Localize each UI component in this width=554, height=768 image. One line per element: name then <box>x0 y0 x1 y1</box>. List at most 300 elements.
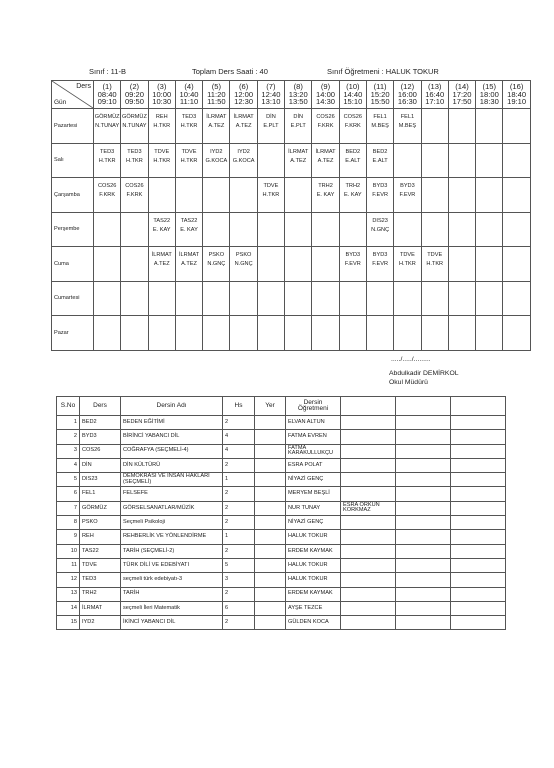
period-start: 11:20 <box>207 89 226 99</box>
day-name: Cuma <box>52 247 94 282</box>
lesson-entry <box>176 109 202 131</box>
timetable-cell <box>366 109 393 144</box>
timetable-cell <box>148 178 175 213</box>
timetable-cell <box>148 143 175 178</box>
period-number: (14) <box>455 82 469 92</box>
lesson-code: TDVE <box>399 252 415 258</box>
timetable-cell <box>394 281 421 316</box>
timetable-cell <box>257 109 284 144</box>
lesson-code: IYD2 <box>237 148 250 155</box>
period-end: 10:30 <box>152 97 172 107</box>
lesson-code: TDVE <box>181 148 197 155</box>
lesson-hours: 4 <box>223 444 255 458</box>
empty-cell <box>396 587 451 601</box>
teacher-abbrev: H.TKR <box>98 157 116 164</box>
lesson-code: BYD3 <box>372 252 388 258</box>
teacher-abbrev: N.TUNAY <box>95 123 120 129</box>
timetable-cell <box>394 247 421 282</box>
lesson-entry <box>203 247 229 269</box>
lesson-teacher: NİYAZİ GENÇ <box>286 473 341 487</box>
timetable-cell <box>203 247 230 282</box>
day-row <box>52 247 531 282</box>
lesson-code: BED2 <box>345 148 361 155</box>
header-empty <box>451 397 506 416</box>
lesson-entry <box>121 178 147 200</box>
lesson-teacher: HALUK TOKUR <box>286 573 341 587</box>
row-number: 4 <box>57 458 80 472</box>
lesson-entry <box>258 109 284 131</box>
teacher-abbrev: E. KAY <box>180 226 198 233</box>
row-number: 11 <box>57 558 80 572</box>
row-number: 1 <box>57 416 80 430</box>
empty-cell <box>451 544 506 558</box>
corner-label-gun: Gün <box>54 98 67 106</box>
lesson-name: TARİH (SEÇMELİ-2) <box>121 544 223 558</box>
period-start: 09:20 <box>124 89 144 99</box>
timetable-cell <box>366 143 393 178</box>
period-number: (12) <box>400 82 415 92</box>
lesson-teacher-2 <box>341 616 396 630</box>
period-end: 15:10 <box>343 97 363 107</box>
lesson-code: TDVE <box>154 148 170 155</box>
lesson-entry <box>312 109 338 131</box>
teacher-abbrev: A.TEZ <box>235 123 252 129</box>
lesson-hours: 2 <box>223 587 255 601</box>
empty-cell <box>451 601 506 615</box>
row-number: 8 <box>57 516 80 530</box>
lesson-teacher-2 <box>341 444 396 458</box>
lesson-code: TRH2 <box>80 587 121 601</box>
teacher-abbrev: E.ALT <box>345 157 361 164</box>
lesson-code: TED3 <box>181 114 197 120</box>
day-name: Çarşamba <box>52 178 94 213</box>
lesson-code: İLRMAT <box>80 601 121 615</box>
timetable-cell <box>175 178 202 213</box>
lesson-code: DIS23 <box>372 217 388 224</box>
lesson-code: PSKO <box>235 252 252 258</box>
lesson-name: Seçmeli Psikoloji <box>121 516 223 530</box>
lesson-code: PSKO <box>80 516 121 530</box>
lesson-entry <box>367 144 393 166</box>
empty-cell <box>451 587 506 601</box>
empty-cell <box>451 558 506 572</box>
timetable-cell <box>421 212 448 247</box>
row-number: 3 <box>57 444 80 458</box>
lesson-code: TED3 <box>80 573 121 587</box>
teacher-abbrev: N.TUNAY <box>122 123 147 129</box>
lesson-code: FEL1 <box>373 114 387 120</box>
lesson-entry <box>340 247 366 269</box>
timetable-cell <box>503 281 530 316</box>
lesson-teacher: NİYAZİ GENÇ <box>286 516 341 530</box>
timetable-cell <box>421 247 448 282</box>
period-header <box>394 81 421 109</box>
lesson-code: BED2 <box>80 416 121 430</box>
lesson-code: İLRMAT <box>233 114 254 120</box>
empty-cell <box>396 573 451 587</box>
principal-name: Abdulkadir DEMİRKOL <box>389 370 459 377</box>
timetable-cell <box>448 247 475 282</box>
timetable-cell <box>230 247 257 282</box>
period-end: 11:50 <box>207 97 226 107</box>
period-start: 17:20 <box>452 89 472 99</box>
teacher-abbrev: H.TKR <box>262 192 280 198</box>
teacher-abbrev: A.TEZ <box>208 123 225 129</box>
lesson-code: FEL1 <box>80 487 121 501</box>
timetable-cell <box>394 143 421 178</box>
lesson-room <box>255 516 286 530</box>
row-number: 13 <box>57 587 80 601</box>
timetable-cell <box>366 281 393 316</box>
lesson-entry <box>94 144 120 166</box>
timetable-cell <box>121 316 148 351</box>
lesson-teacher-2 <box>341 587 396 601</box>
period-number: (6) <box>238 82 249 92</box>
timetable-cell <box>285 178 312 213</box>
timetable-cell <box>339 316 366 351</box>
empty-cell <box>396 516 451 530</box>
lesson-hours: 2 <box>223 616 255 630</box>
lesson-name: DİN KÜLTÜRÜ <box>121 458 223 472</box>
lesson-room <box>255 501 286 515</box>
period-header <box>312 81 339 109</box>
timetable-cell <box>230 178 257 213</box>
lesson-teacher: HALUK TOKUR <box>286 558 341 572</box>
lesson-hours: 2 <box>223 458 255 472</box>
lesson-code: COS26 <box>343 114 362 120</box>
lesson-code: İLRMAT <box>206 114 227 120</box>
timetable-cell <box>285 281 312 316</box>
empty-cell <box>396 473 451 487</box>
lesson-code: COS26 <box>316 114 335 120</box>
lesson-entry <box>394 109 420 131</box>
timetable-cell <box>285 212 312 247</box>
teacher-abbrev: F.KRK <box>344 123 361 129</box>
lesson-teacher: NUR TUNAY <box>286 501 341 515</box>
lesson-hours: 1 <box>223 530 255 544</box>
header-teacher: Dersin Öğretmeni <box>286 397 341 416</box>
lesson-room <box>255 416 286 430</box>
header-name: Dersin Adı <box>121 397 223 416</box>
period-header <box>285 81 312 109</box>
lesson-teacher: FATMA EVREN <box>286 430 341 444</box>
empty-cell <box>396 430 451 444</box>
teacher-abbrev: H.TKR <box>426 261 444 267</box>
period-start: 14:00 <box>316 89 336 99</box>
lesson-hours: 5 <box>223 558 255 572</box>
lesson-entry <box>203 144 229 166</box>
header-empty <box>341 397 396 416</box>
timetable-cell <box>230 281 257 316</box>
total-hours-label: Toplam Ders Saati : 40 <box>192 67 268 76</box>
header-hours: Hs <box>223 397 255 416</box>
lesson-code: İLRMAT <box>288 148 309 155</box>
timetable-cell <box>94 109 121 144</box>
timetable-cell <box>121 247 148 282</box>
lesson-entry <box>312 178 338 200</box>
timetable-cell <box>94 143 121 178</box>
period-header <box>121 81 148 109</box>
lesson-code: TDVE <box>427 252 443 258</box>
timetable-cell <box>285 247 312 282</box>
row-number: 10 <box>57 544 80 558</box>
lesson-room <box>255 444 286 458</box>
period-header <box>230 81 257 109</box>
timetable-cell <box>175 143 202 178</box>
lesson-code: TDVE <box>80 558 121 572</box>
teacher-abbrev: H.TKR <box>180 123 198 129</box>
lesson-entry <box>176 144 202 166</box>
lesson-teacher-2 <box>341 558 396 572</box>
teacher-abbrev: E. KAY <box>344 192 362 198</box>
lesson-hours: 2 <box>223 544 255 558</box>
lesson-name: İKİNCİ YABANCI DİL <box>121 616 223 630</box>
timetable-cell <box>230 143 257 178</box>
empty-cell <box>396 501 451 515</box>
timetable-cell <box>148 316 175 351</box>
lesson-teacher: HALUK TOKUR <box>286 530 341 544</box>
period-end: 17:10 <box>425 97 445 107</box>
lesson-entry <box>230 144 256 166</box>
empty-cell <box>396 558 451 572</box>
period-header <box>448 81 475 109</box>
period-header <box>421 81 448 109</box>
timetable-cell <box>257 178 284 213</box>
teacher-abbrev: F.KRK <box>99 192 116 198</box>
lesson-hours: 2 <box>223 487 255 501</box>
empty-cell <box>451 416 506 430</box>
lesson-code: BYD3 <box>400 183 415 189</box>
lesson-code: BYD3 <box>345 252 361 258</box>
header-room: Yer <box>255 397 286 416</box>
timetable-cell <box>312 281 339 316</box>
period-header <box>339 81 366 109</box>
lesson-code: BYD3 <box>80 430 121 444</box>
timetable-cell <box>312 316 339 351</box>
header-empty <box>396 397 451 416</box>
period-start: 12:40 <box>261 89 281 99</box>
timetable-cell <box>257 281 284 316</box>
lesson-name: seçmeli türk edebiyatı-3 <box>121 573 223 587</box>
timetable-cell <box>366 178 393 213</box>
period-start: 12:00 <box>234 89 254 99</box>
timetable-cell <box>476 143 503 178</box>
timetable-cell <box>148 281 175 316</box>
lesson-entry <box>258 178 284 200</box>
timetable-cell <box>257 212 284 247</box>
period-header <box>175 81 202 109</box>
empty-cell <box>451 573 506 587</box>
lesson-entry <box>367 213 393 235</box>
timetable-cell <box>175 247 202 282</box>
period-number: (8) <box>293 82 303 92</box>
lesson-entry <box>285 144 311 166</box>
day-row <box>52 212 531 247</box>
lesson-entry <box>121 144 147 166</box>
row-number: 5 <box>57 473 80 487</box>
timetable-cell <box>394 109 421 144</box>
day-row <box>52 143 531 178</box>
timetable-cell <box>203 212 230 247</box>
timetable-cell <box>312 109 339 144</box>
table-row <box>57 558 506 572</box>
lesson-entry <box>285 109 311 131</box>
lesson-teacher: MERYEM BEŞLİ <box>286 487 341 501</box>
table-row <box>57 530 506 544</box>
table-row <box>57 544 506 558</box>
teacher-abbrev: A.TEZ <box>181 261 197 267</box>
empty-cell <box>396 616 451 630</box>
period-header <box>366 81 393 109</box>
lesson-teacher-2 <box>341 458 396 472</box>
lesson-hours: 3 <box>223 573 255 587</box>
period-number: (13) <box>427 82 442 92</box>
lesson-name: BİRİNCİ YABANCI DİL <box>121 430 223 444</box>
empty-cell <box>451 516 506 530</box>
empty-cell <box>451 530 506 544</box>
signature-date: ...../...../......... <box>391 356 431 363</box>
empty-cell <box>396 530 451 544</box>
lesson-entry <box>340 144 366 166</box>
timetable-cell <box>339 247 366 282</box>
teacher-abbrev: G.KOCA <box>232 157 255 164</box>
lesson-hours: 2 <box>223 516 255 530</box>
day-name: Salı <box>52 143 94 178</box>
day-name: Pazar <box>52 316 94 351</box>
empty-cell <box>451 487 506 501</box>
period-end: 09:10 <box>97 97 117 107</box>
lesson-code: DİN <box>266 114 276 120</box>
teacher-abbrev: E.PLT <box>263 123 279 129</box>
table-row <box>57 587 506 601</box>
lesson-code: TED3 <box>99 148 115 155</box>
timetable-cell <box>94 316 121 351</box>
timetable-cell <box>121 143 148 178</box>
lesson-teacher: ERDEM KAYMAK <box>286 587 341 601</box>
teacher-abbrev: A.TEZ <box>290 157 307 164</box>
teacher-abbrev: N.GNÇ <box>371 226 390 233</box>
lesson-entry <box>312 144 338 166</box>
lesson-code: TAS22 <box>80 544 121 558</box>
period-start: 10:00 <box>152 89 172 99</box>
table-row <box>57 487 506 501</box>
row-number: 15 <box>57 616 80 630</box>
teacher-abbrev: F.EVR <box>372 192 389 198</box>
teacher-abbrev: H.TKR <box>399 261 416 267</box>
timetable-cell <box>448 143 475 178</box>
timetable-cell <box>421 143 448 178</box>
day-name: Pazartesi <box>52 109 94 144</box>
timetable-cell <box>503 316 530 351</box>
day-name: Cumartesi <box>52 281 94 316</box>
timetable-cell <box>230 212 257 247</box>
class-label: Sınıf : 11-B <box>89 67 126 76</box>
lesson-teacher-2 <box>341 516 396 530</box>
lesson-code: FEL1 <box>400 114 415 120</box>
timetable-cell <box>448 212 475 247</box>
lesson-room <box>255 487 286 501</box>
lesson-code: REH <box>80 530 121 544</box>
period-number: (2) <box>129 82 140 92</box>
timetable-cell <box>94 178 121 213</box>
lesson-entry <box>121 109 147 131</box>
period-end: 13:50 <box>288 97 308 107</box>
lesson-hours: 6 <box>223 601 255 615</box>
timetable-cell <box>503 143 530 178</box>
class-teacher-label: Sınıf Öğretmeni : HALUK TOKUR <box>327 67 439 76</box>
period-end: 12:30 <box>234 97 254 107</box>
timetable-cell <box>476 109 503 144</box>
timetable-cell <box>448 109 475 144</box>
lesson-teacher-2 <box>341 544 396 558</box>
teacher-abbrev: F.KRK <box>317 123 334 129</box>
timetable-cell <box>339 109 366 144</box>
timetable-cell <box>148 212 175 247</box>
lesson-code: İLRMAT <box>315 148 336 155</box>
timetable-cell <box>94 281 121 316</box>
lesson-code: IYD2 <box>80 616 121 630</box>
timetable-cell <box>503 212 530 247</box>
period-start: 16:00 <box>397 89 417 99</box>
period-header <box>94 81 121 109</box>
lesson-entry <box>394 178 420 200</box>
lesson-teacher-2 <box>341 416 396 430</box>
lesson-entry <box>394 247 420 269</box>
empty-cell <box>396 416 451 430</box>
timetable-cell <box>366 316 393 351</box>
lesson-room <box>255 530 286 544</box>
timetable-cell <box>421 316 448 351</box>
lesson-code: TRH2 <box>345 183 361 189</box>
lesson-code: TED3 <box>127 148 142 155</box>
timetable-cell <box>394 316 421 351</box>
period-start: 18:00 <box>479 89 499 99</box>
timetable-cell <box>257 143 284 178</box>
period-end: 18:30 <box>479 97 499 107</box>
timetable-cell <box>203 143 230 178</box>
timetable-cell <box>503 247 530 282</box>
lesson-teacher-2 <box>341 573 396 587</box>
header-sno: S.No <box>57 397 80 416</box>
timetable-cell <box>121 212 148 247</box>
teacher-abbrev: E.PLT <box>290 123 306 129</box>
timetable-cell <box>148 247 175 282</box>
period-end: 17:50 <box>452 97 472 107</box>
row-number: 14 <box>57 601 80 615</box>
row-number: 9 <box>57 530 80 544</box>
timetable-cell <box>339 281 366 316</box>
lesson-teacher: ESRA POLAT <box>286 458 341 472</box>
empty-cell <box>451 616 506 630</box>
empty-cell <box>451 458 506 472</box>
timetable-cell <box>230 316 257 351</box>
timetable-cell <box>503 178 530 213</box>
period-header <box>503 81 530 109</box>
lesson-code: PSKO <box>208 252 225 258</box>
lesson-name: DEMOKRASİ VE İNSAN HAKLARI (SEÇMELİ) <box>121 473 223 487</box>
day-name: Perşembe <box>52 212 94 247</box>
teacher-abbrev: F.EVR <box>344 261 361 267</box>
timetable-cell <box>312 212 339 247</box>
empty-cell <box>451 501 506 515</box>
period-number: (10) <box>346 82 360 92</box>
lesson-code: GÖRMÜZ <box>80 501 121 515</box>
lesson-entry <box>149 213 175 235</box>
day-row <box>52 178 531 213</box>
day-row <box>52 109 531 144</box>
teacher-abbrev: E. KAY <box>316 192 335 198</box>
empty-cell <box>451 444 506 458</box>
